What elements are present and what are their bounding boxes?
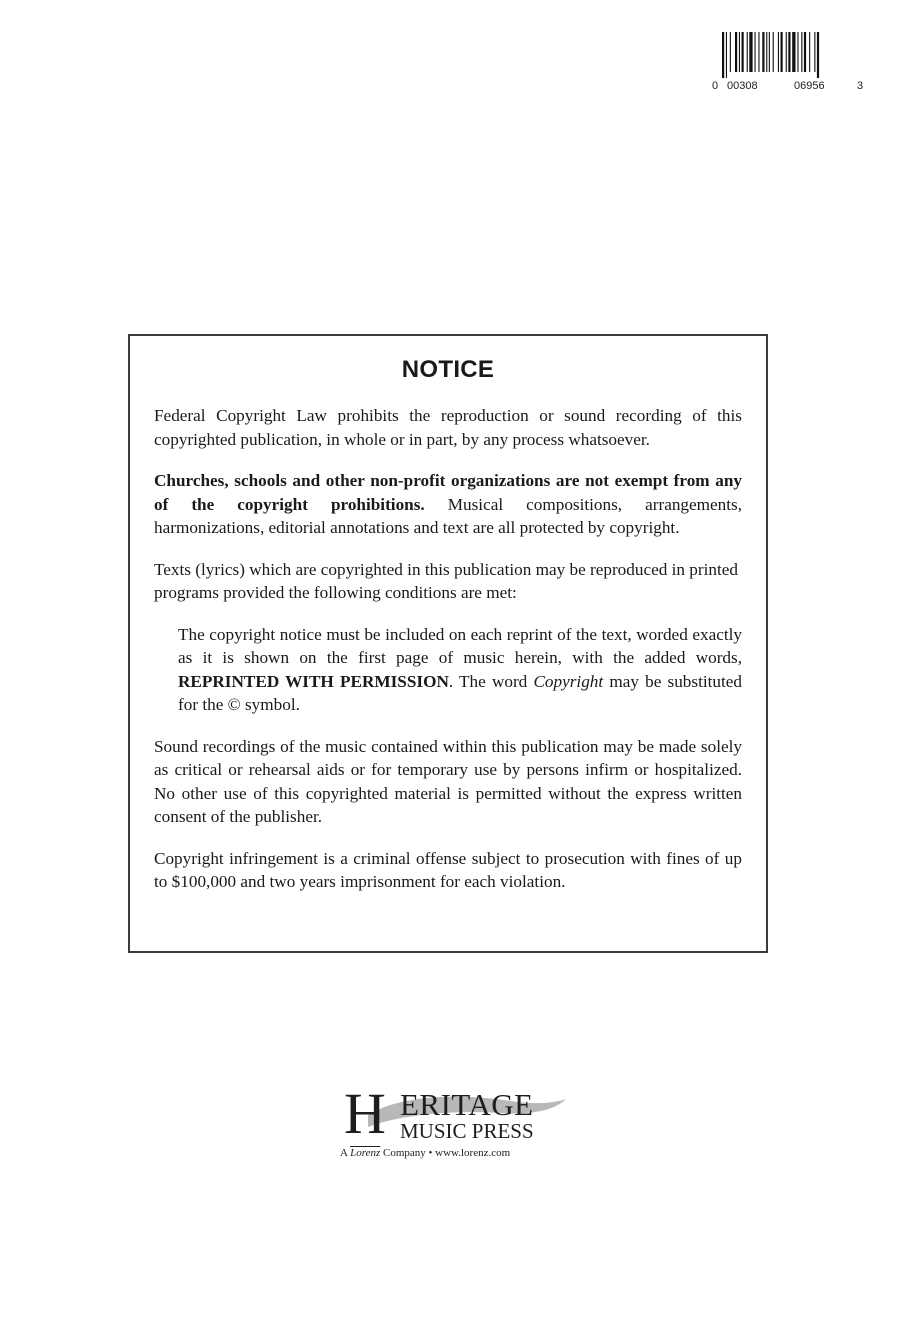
barcode-right-digits: 06956 — [794, 80, 825, 92]
barcode-bar — [742, 32, 744, 72]
publisher-tagline-b: Company • www.lorenz.com — [380, 1147, 511, 1159]
barcode-digits — [712, 80, 868, 94]
notice-conditions-text-c: may be substituted for the © symbol. — [178, 671, 743, 714]
barcode-bar — [809, 32, 810, 72]
barcode-bar — [792, 32, 795, 72]
publisher-tagline-lorenz: Lorenz — [350, 1147, 381, 1159]
barcode-bar — [722, 32, 724, 78]
barcode — [712, 32, 868, 94]
barcode-bar — [726, 32, 727, 78]
publisher-logo — [340, 1081, 570, 1165]
publisher-tagline — [340, 1147, 510, 1159]
notice-conditions-text-b: . The word — [448, 671, 534, 691]
barcode-bar — [778, 32, 779, 72]
notice-paragraph-lyrics: Texts (lyrics) which are copyrighted in this publication may be reproduced in printed programs provided the following conditions are met: — [154, 559, 738, 602]
notice-exemption-bold: Churches, schools and other non-profit organizations are not exempt from any of the copyright prohibitions. — [154, 471, 742, 514]
barcode-bar — [788, 32, 790, 72]
barcode-bar — [781, 32, 783, 72]
notice-paragraph-exemptions — [154, 469, 742, 540]
notice-exemption-rest: Musical compositions, arrangements, harmonizations, editorial annotations and text are all protected by copyright. — [154, 494, 742, 537]
publisher-name: ERITAGE — [400, 1087, 534, 1122]
notice-paragraph-conditions — [178, 623, 742, 717]
barcode-bar — [804, 32, 806, 72]
barcode-bar — [755, 32, 756, 72]
notice-paragraph-recordings: Sound recordings of the music contained within this publication may be made solely as critical or rehearsal aids or for temporary use by persons infirm or hospitalized. No other use of this copyrighted material is permitted without the express written consent of the publisher. — [154, 736, 742, 826]
barcode-left-digits: 00308 — [727, 80, 758, 92]
barcode-bar — [739, 32, 740, 72]
barcode-bar — [730, 32, 731, 72]
barcode-lead-digit: 0 — [712, 80, 719, 92]
notice-title: NOTICE — [401, 356, 495, 383]
barcode-bar — [766, 32, 767, 72]
notice-paragraph-law: Federal Copyright Law prohibits the reproduction or sound recording of this copyrighted publication, in whole or in part, by any process whatsoever. — [154, 406, 742, 449]
barcode-bar — [758, 32, 759, 72]
barcode-bar — [735, 32, 737, 72]
copyright-notice-box — [128, 334, 768, 953]
barcode-bar — [786, 32, 787, 72]
notice-paragraph-infringement: Copyright infringement is a criminal offense subject to prosecution with fines of up to $100,000 and two years imprisonment for each violation. — [154, 848, 742, 891]
barcode-bar — [773, 32, 774, 72]
barcode-bar — [817, 32, 819, 78]
barcode-bar — [749, 32, 752, 72]
publisher-subtitle: MUSIC PRESS — [400, 1119, 534, 1143]
barcode-bars — [712, 32, 868, 80]
barcode-bar — [801, 32, 802, 72]
notice-reprinted-with-permission: REPRINTED WITH PERMISSION — [178, 671, 449, 691]
publisher-tagline-a: A — [340, 1147, 351, 1159]
barcode-bar — [747, 32, 748, 72]
barcode-bar — [797, 32, 798, 72]
publisher-initial: H — [344, 1081, 386, 1146]
barcode-check-digit: 3 — [857, 80, 864, 92]
barcode-bar — [814, 32, 815, 72]
notice-copyright-word: Copyright — [533, 671, 604, 691]
barcode-bar — [762, 32, 764, 72]
barcode-bar — [769, 32, 770, 72]
notice-conditions-text-a: The copyright notice must be included on each reprint of the text, worded exactly as it is shown on the first page of music herein, with the added words, — [178, 624, 742, 667]
